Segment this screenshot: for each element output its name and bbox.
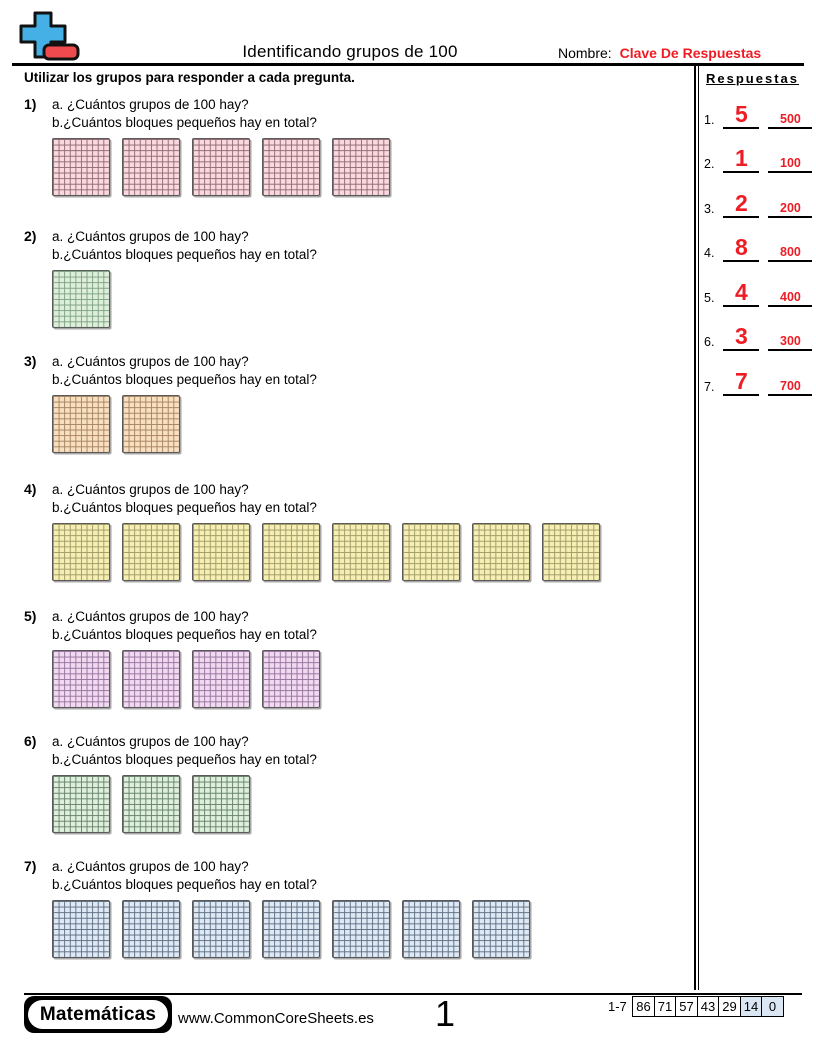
hundred-blocks-row: [52, 775, 689, 833]
answer-groups-value: 4: [723, 280, 759, 307]
subject-badge: [24, 996, 172, 1033]
hundred-block: [262, 138, 320, 196]
question-line-a: a. ¿Cuántos grupos de 100 hay?: [52, 859, 249, 874]
question-line-b: b.¿Cuántos bloques pequeños hay en total?: [52, 115, 317, 130]
hundred-block: [122, 523, 180, 581]
question-line-a: a. ¿Cuántos grupos de 100 hay?: [52, 229, 249, 244]
score-cell: 86: [632, 996, 655, 1017]
page-number: 1: [434, 993, 456, 1034]
score-cell: 29: [718, 996, 741, 1017]
instructions-text: Utilizar los grupos para responder a cada pregunta.: [24, 70, 355, 85]
hundred-blocks-row: [52, 395, 689, 453]
answer-item: [704, 191, 812, 218]
subject-badge-label: Matemáticas: [28, 1000, 168, 1029]
answer-total-value: 400: [768, 289, 812, 307]
hundred-block: [332, 523, 390, 581]
score-cell: 43: [697, 996, 720, 1017]
hundred-block: [192, 523, 250, 581]
question-line-b: b.¿Cuántos bloques pequeños hay en total?: [52, 752, 317, 767]
score-cell: 57: [675, 996, 698, 1017]
hundred-blocks-row: [52, 523, 689, 581]
hundred-blocks-row: [52, 270, 689, 328]
hundred-block: [52, 138, 110, 196]
question-line-a: a. ¿Cuántos grupos de 100 hay?: [52, 734, 249, 749]
answer-key-name: Clave De Respuestas: [619, 45, 762, 61]
question-line-b: b.¿Cuántos bloques pequeños hay en total?: [52, 247, 317, 262]
plus-minus-icon: [14, 10, 82, 64]
answer-item: [704, 102, 812, 129]
score-strip: [632, 996, 784, 1017]
question-item: [24, 96, 689, 196]
answers-title: Respuestas: [706, 71, 799, 86]
hundred-block: [122, 775, 180, 833]
question-line-b: b.¿Cuántos bloques pequeños hay en total?: [52, 877, 317, 892]
question-item: [24, 733, 689, 833]
hundred-block: [52, 775, 110, 833]
name-row: [558, 45, 761, 61]
answer-groups-value: 8: [723, 235, 759, 262]
answer-groups-value: 1: [723, 146, 759, 173]
answer-total-value: 500: [768, 111, 812, 129]
answer-item: [704, 324, 812, 351]
question-line-a: a. ¿Cuántos grupos de 100 hay?: [52, 609, 249, 624]
answer-total-value: 300: [768, 333, 812, 351]
website-url: www.CommonCoreSheets.es: [178, 1010, 374, 1027]
question-number: 5): [24, 608, 37, 624]
answer-number-label: 3.: [704, 202, 715, 216]
name-label: Nombre:: [558, 45, 612, 61]
answer-total-value: 700: [768, 378, 812, 396]
question-number: 3): [24, 353, 37, 369]
hundred-block: [52, 270, 110, 328]
question-number: 4): [24, 481, 37, 497]
hundred-block: [262, 650, 320, 708]
hundred-block: [192, 138, 250, 196]
answer-number-label: 7.: [704, 380, 715, 394]
answer-number-label: 2.: [704, 157, 715, 171]
question-line-b: b.¿Cuántos bloques pequeños hay en total?: [52, 372, 317, 387]
question-line-b: b.¿Cuántos bloques pequeños hay en total?: [52, 500, 317, 515]
answer-number-label: 1.: [704, 113, 715, 127]
hundred-block: [542, 523, 600, 581]
answer-item: [704, 280, 812, 307]
answer-total-value: 100: [768, 155, 812, 173]
answer-number-label: 6.: [704, 335, 715, 349]
answer-number-label: 5.: [704, 291, 715, 305]
page-title: Identificando grupos de 100: [242, 42, 458, 61]
answer-groups-value: 2: [723, 191, 759, 218]
hundred-block: [332, 138, 390, 196]
answer-number-label: 4.: [704, 246, 715, 260]
hundred-block: [262, 900, 320, 958]
question-item: [24, 608, 689, 708]
hundred-block: [192, 650, 250, 708]
hundred-block: [122, 395, 180, 453]
question-line-b: b.¿Cuántos bloques pequeños hay en total?: [52, 627, 317, 642]
hundred-block: [332, 900, 390, 958]
answer-item: [704, 235, 812, 262]
hundred-blocks-row: [52, 900, 689, 958]
hundred-block: [122, 138, 180, 196]
hundred-block: [472, 900, 530, 958]
question-line-a: a. ¿Cuántos grupos de 100 hay?: [52, 354, 249, 369]
score-range-label: 1-7: [608, 999, 627, 1014]
answers-divider: [694, 66, 699, 990]
hundred-block: [52, 900, 110, 958]
answer-groups-value: 7: [723, 369, 759, 396]
question-number: 1): [24, 96, 37, 112]
header-divider: [12, 63, 804, 66]
hundred-block: [122, 900, 180, 958]
score-cell: 0: [761, 996, 784, 1017]
answer-total-value: 800: [768, 244, 812, 262]
answer-item: [704, 369, 812, 396]
score-cell: 71: [654, 996, 677, 1017]
hundred-block: [52, 650, 110, 708]
hundred-block: [472, 523, 530, 581]
hundred-block: [52, 395, 110, 453]
answer-groups-value: 3: [723, 324, 759, 351]
answer-total-value: 200: [768, 200, 812, 218]
hundred-block: [402, 523, 460, 581]
answer-groups-value: 5: [723, 102, 759, 129]
hundred-block: [192, 775, 250, 833]
hundred-block: [192, 900, 250, 958]
commoncoresheets-logo: [14, 10, 82, 69]
score-cell: 14: [740, 996, 763, 1017]
hundred-blocks-row: [52, 650, 689, 708]
question-item: [24, 481, 689, 581]
hundred-block: [402, 900, 460, 958]
question-item: [24, 228, 689, 328]
hundred-block: [52, 523, 110, 581]
question-item: [24, 353, 689, 453]
hundred-blocks-row: [52, 138, 689, 196]
question-number: 6): [24, 733, 37, 749]
question-line-a: a. ¿Cuántos grupos de 100 hay?: [52, 482, 249, 497]
hundred-block: [262, 523, 320, 581]
answer-item: [704, 146, 812, 173]
question-number: 2): [24, 228, 37, 244]
question-number: 7): [24, 858, 37, 874]
question-item: [24, 858, 689, 958]
question-line-a: a. ¿Cuántos grupos de 100 hay?: [52, 97, 249, 112]
hundred-block: [122, 650, 180, 708]
